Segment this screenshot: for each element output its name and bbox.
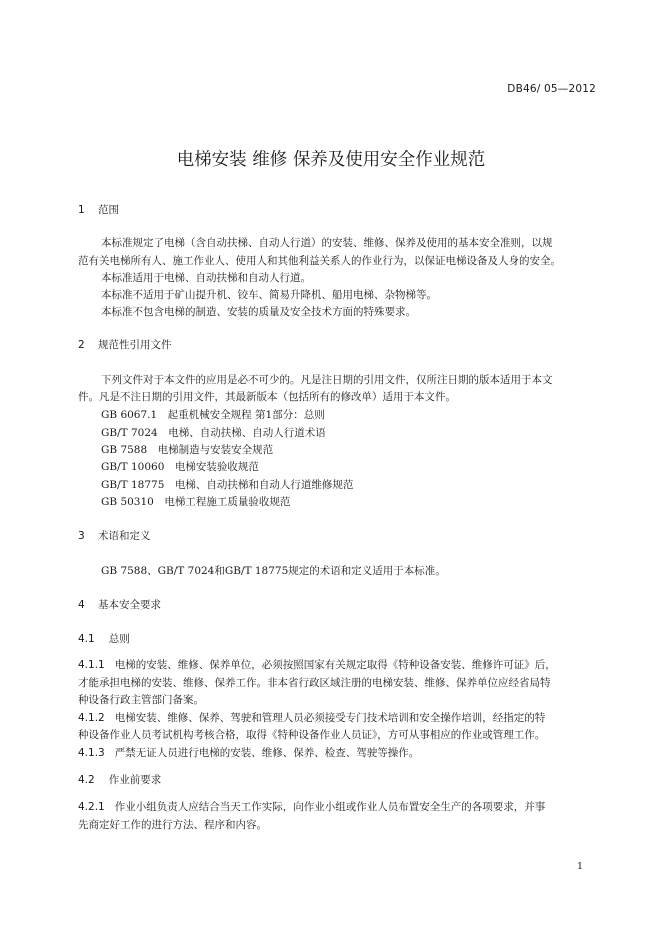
reference-item: GB 7588 电梯制造与安装安全规范 [101,444,274,456]
clause-4-1-1 [78,657,556,672]
clause-number: 4.1.3 [78,747,105,759]
reference-item: GB 50310 电梯工程施工质量验收规范 [101,496,291,508]
reference-item: GB/T 10060 电梯安装验收规范 [101,461,259,473]
clause-number: 4.1.1 [78,659,105,671]
clause-4-1-2 [78,710,545,725]
paragraph-line: 本标准适用于电梯、自动扶梯和自动人行道。 [101,272,311,284]
clause-number: 4.1.2 [78,712,105,724]
clause-number: 4.2.1 [78,801,105,813]
clause-4-2-1 [78,799,545,814]
page-title: 电梯安装 维修 保养及使用安全作业规范 [176,150,486,170]
section-3-heading [78,528,151,543]
section-number: 4 [78,599,85,611]
document-number: DB46/ 05—2012 [507,83,596,95]
paragraph-line: 作业小组负责人应结合当天工作实际，向作业小组或作业人员布置安全生产的各项要求，并事 [114,801,546,813]
paragraph-line: 先商定好工作的进行方法、程序和内容。 [78,819,267,831]
paragraph-line: 种设备行政主管部门备案。 [78,694,204,706]
paragraph-line: 件。凡是不注日期的引用文件，其最新版本（包括所有的修改单）适用于本文件。 [78,391,456,403]
subsection-4-1-heading [78,631,130,646]
section-2-heading [78,337,172,352]
subsection-title: 作业前要求 [108,774,162,786]
section-number: 2 [78,339,85,351]
section-number: 3 [78,530,85,542]
clause-4-1-3 [78,745,419,760]
subsection-number: 4.1 [78,633,95,645]
paragraph-line: 范有关电梯所有人、施工作业人、使用人和其他利益关系人的作业行为，以保证电梯设备及人身的安全。 [78,255,561,267]
page-number: 1 [576,861,583,872]
section-title: 基本安全要求 [98,599,161,611]
section-number: 1 [78,204,85,216]
subsection-number: 4.2 [78,774,95,786]
reference-item: GB/T 18775 电梯、自动扶梯和自动人行道维修规范 [101,479,354,491]
paragraph-line: 电梯安装、维修、保养、驾驶和管理人员必须接受专门技术培训和安全操作培训，经指定的特 [114,712,546,724]
paragraph-line: 种设备作业人员考试机构考核合格，取得《特种设备作业人员证》，方可从事相应的作业或管理工作。 [78,729,546,741]
reference-item: GB 6067.1 起重机械安全规程 第1部分：总则 [101,409,325,421]
section-title: 规范性引用文件 [98,339,172,351]
paragraph-line: 严禁无证人员进行电梯的安装、维修、保养、检查、驾驶等操作。 [114,747,420,759]
paragraph-line: 下列文件对于本文件的应用是必不可少的。凡是注日期的引用文件，仅所注日期的版本适用于本文 [101,374,553,386]
paragraph-line: 才能承担电梯的安装、维修、保养工作。非本省行政区域注册的电梯安装、维修、保养单位应经省局特 [78,677,551,689]
section-4-heading [78,597,161,612]
paragraph-line: GB 7588、GB/T 7024和GB/T 18775规定的术语和定义适用于本标准。 [101,565,446,577]
subsection-title: 总则 [108,633,130,645]
reference-item: GB/T 7024 电梯、自动扶梯、自动人行道术语 [101,427,326,439]
paragraph-line: 本标准规定了电梯（含自动扶梯、自动人行道）的安装、维修、保养及使用的基本安全准则，以规 [101,237,553,249]
paragraph-line: 本标准不包含电梯的制造、安装的质量及安全技术方面的特殊要求。 [101,306,416,318]
subsection-4-2-heading [78,772,161,787]
paragraph-line: 电梯的安装、维修、保养单位，必须按照国家有关规定取得《特种设备安装、维修许可证》后， [114,659,556,671]
section-1-heading [78,202,119,217]
section-title: 术语和定义 [98,530,151,542]
paragraph-line: 本标准不适用于矿山提升机、铰车、简易升降机、船用电梯、杂物梯等。 [101,289,437,301]
section-title: 范围 [98,204,119,216]
